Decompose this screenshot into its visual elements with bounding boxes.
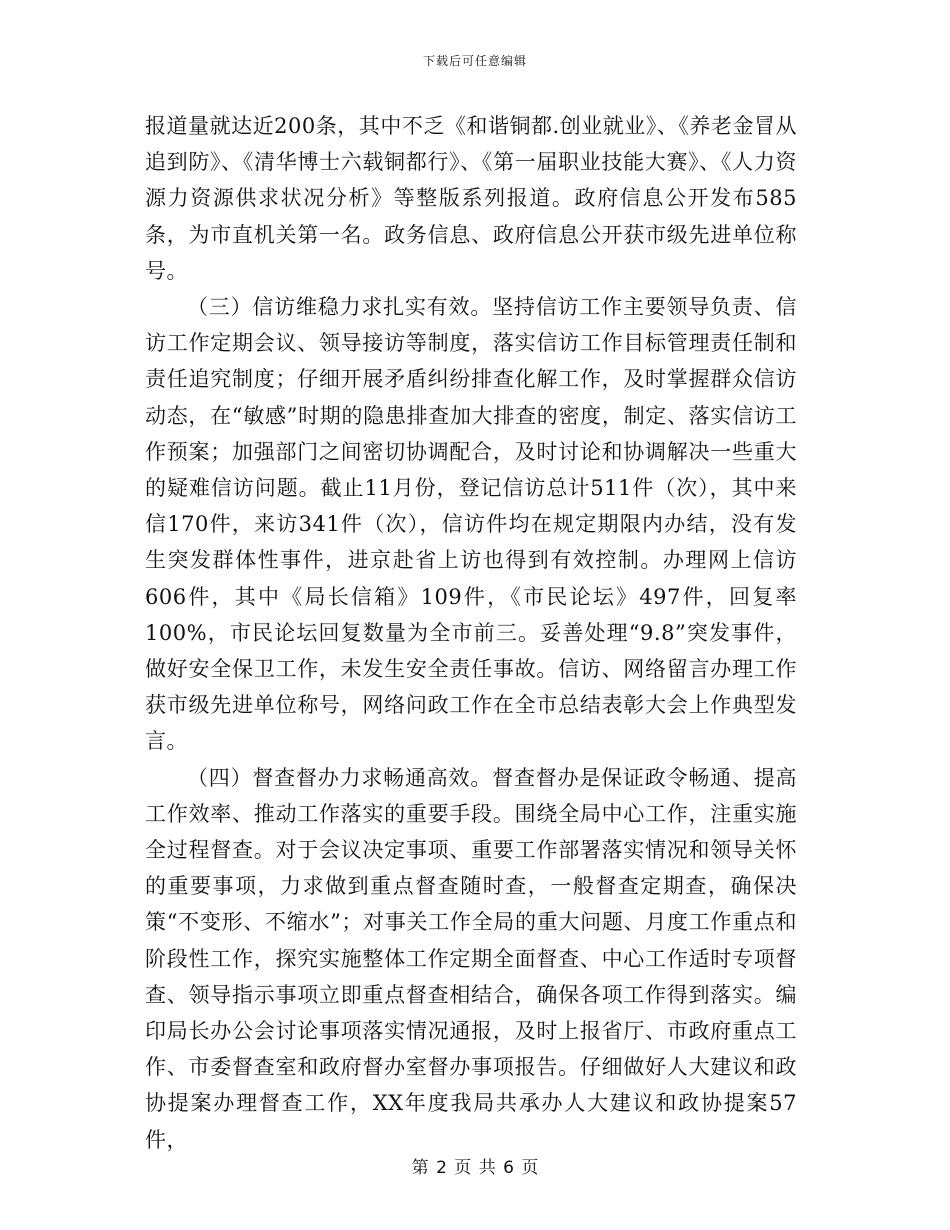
page-footer: 第 2 页 共 6 页 xyxy=(411,1158,539,1178)
document-body xyxy=(145,108,797,1158)
body-paragraph-petitions: （三）信访维稳力求扎实有效。坚持信访工作主要领导负责、信访工作定期会议、领导接访等制度，落实信访工作目标管理责任制和责任追究制度；仔细开展矛盾纠纷排查化解工作，及时掌握群众信访动态，在“敏感”时期的隐患排查加大排查的密度，制定、落实信访工作预案；加强部门之间密切协调配合，及时讨论和协调解决一些重大的疑难信访问题。截止11月份，登记信访总计511件（次），其中来信170件，来访341件（次），信访件均在规定期限内办结，没有发生突发群体性事件，进京赴省上访也得到有效控制。办理网上信访606件，其中《局长信箱》109件，《市民论坛》497件，回复率100%，市民论坛回复数量为全市前三。妥善处理“9.8”突发事件，做好安全保卫工作，未发生安全责任事故。信访、网络留言办理工作获市级先进单位称号，网络问政工作在全市总结表彰大会上作典型发言。 xyxy=(145,295,797,754)
body-paragraph-continued: 报道量就达近200条，其中不乏《和谐铜都.创业就业》、《养老金冒从追到防》、《清华博士六载铜都行》、《第一届职业技能大赛》、《人力资源力资源供求状况分析》等整版系列报道。政府信息公开发布585条，为市直机关第一名。政务信息、政府信息公开获市级先进单位称号。 xyxy=(145,114,797,283)
page-header: 下载后可任意编辑 xyxy=(422,54,527,68)
body-paragraph-supervision: （四）督查督办力求畅通高效。督查督办是保证政令畅通、提高工作效率、推动工作落实的重要手段。围绕全局中心工作，注重实施全过程督查。对于会议决定事项、重要工作部署落实情况和领导关怀的重要事项，力求做到重点督查随时查，一般督查定期查，确保决策“不变形、不缩水”；对事关工作全局的重大问题、月度工作重点和阶段性工作，探究实施整体工作定期全面督查、中心工作适时专项督查、领导指示事项立即重点督查相结合，确保各项工作得到落实。编印局长办公会讨论事项落实情况通报，及时上报省厅、市政府重点工作、市委督查室和政府督办室督办事项报告。仔细做好人大建议和政协提案办理督查工作，XX年度我局共承办人大建议和政协提案57件， xyxy=(145,765,797,1152)
